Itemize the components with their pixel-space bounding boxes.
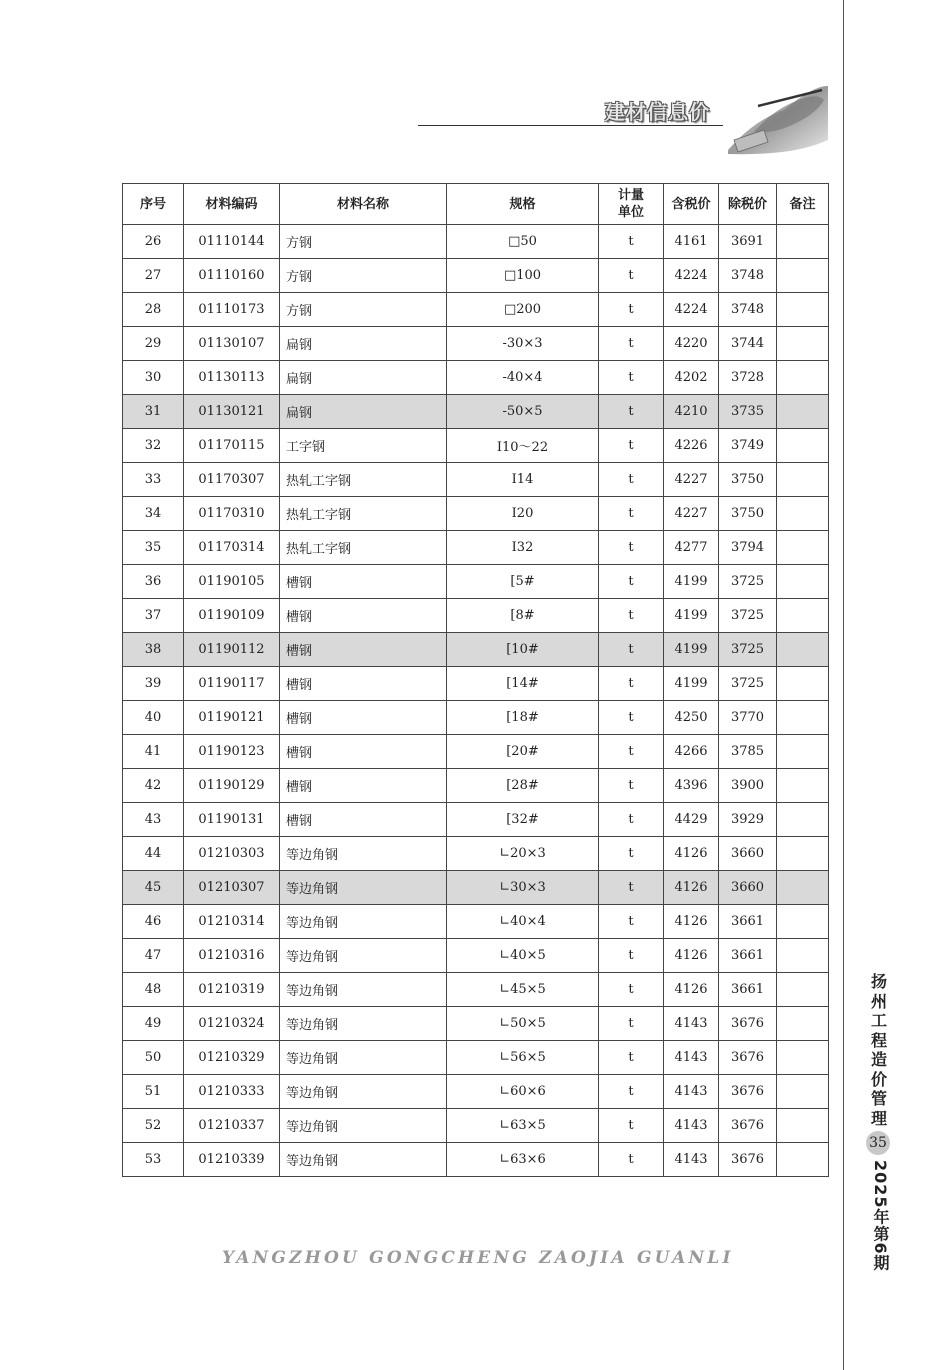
row-unit: t [599,905,664,939]
table-row [123,327,829,361]
row-spec: I20 [447,497,599,531]
header-col-tax-price: 含税价 [664,184,719,225]
row-code: 01130107 [184,327,280,361]
row-code: 01210303 [184,837,280,871]
row-notax-price: 3748 [719,293,777,327]
table-row [123,361,829,395]
row-notax-price: 3676 [719,1075,777,1109]
row-unit: t [599,225,664,259]
row-note [777,395,829,429]
table-row [123,803,829,837]
row-code: 01170307 [184,463,280,497]
row-spec: -50×5 [447,395,599,429]
row-seq: 46 [123,905,184,939]
row-seq: 34 [123,497,184,531]
row-spec: [14# [447,667,599,701]
row-note [777,259,829,293]
row-notax-price: 3929 [719,803,777,837]
table-row [123,293,829,327]
row-seq: 47 [123,939,184,973]
table-row [123,565,829,599]
row-notax-price: 3735 [719,395,777,429]
row-code: 01110144 [184,225,280,259]
row-spec: I10～22 [447,429,599,463]
row-unit: t [599,599,664,633]
table-row [123,429,829,463]
row-spec: [18# [447,701,599,735]
row-name: 等边角钢 [280,1143,447,1177]
row-note [777,497,829,531]
header-col-code: 材料编码 [184,184,280,225]
row-seq: 28 [123,293,184,327]
row-seq: 52 [123,1109,184,1143]
row-tax-price: 4199 [664,599,719,633]
row-spec: ∟63×5 [447,1109,599,1143]
row-seq: 53 [123,1143,184,1177]
row-notax-price: 3676 [719,1143,777,1177]
table-row [123,1143,829,1177]
table-row [123,769,829,803]
row-note [777,1007,829,1041]
row-unit: t [599,1007,664,1041]
row-code: 01190121 [184,701,280,735]
row-name: 等边角钢 [280,871,447,905]
row-note [777,293,829,327]
row-code: 01170115 [184,429,280,463]
row-name: 槽钢 [280,599,447,633]
row-name: 槽钢 [280,735,447,769]
row-note [777,327,829,361]
table-row [123,871,829,905]
row-code: 01170314 [184,531,280,565]
row-note [777,803,829,837]
row-note [777,735,829,769]
row-unit: t [599,429,664,463]
row-unit: t [599,1143,664,1177]
row-unit: t [599,769,664,803]
row-code: 01130121 [184,395,280,429]
table-header-row [123,184,829,225]
row-seq: 31 [123,395,184,429]
price-table [122,183,829,1177]
table-row [123,667,829,701]
section-title: 建材信息价 [605,100,710,124]
row-notax-price: 3660 [719,871,777,905]
table-row [123,633,829,667]
row-tax-price: 4429 [664,803,719,837]
row-name: 槽钢 [280,701,447,735]
row-tax-price: 4126 [664,837,719,871]
row-tax-price: 4126 [664,973,719,1007]
row-tax-price: 4143 [664,1041,719,1075]
row-unit: t [599,1041,664,1075]
row-unit: t [599,735,664,769]
row-notax-price: 3660 [719,837,777,871]
row-tax-price: 4143 [664,1143,719,1177]
row-spec: [8# [447,599,599,633]
row-seq: 30 [123,361,184,395]
row-name: 热轧工字钢 [280,463,447,497]
row-tax-price: 4126 [664,871,719,905]
row-notax-price: 3676 [719,1041,777,1075]
row-name: 等边角钢 [280,1007,447,1041]
row-name: 槽钢 [280,565,447,599]
row-tax-price: 4227 [664,463,719,497]
row-tax-price: 4126 [664,905,719,939]
row-spec: ∟45×5 [447,973,599,1007]
table-row [123,837,829,871]
row-code: 01190123 [184,735,280,769]
row-notax-price: 3744 [719,327,777,361]
table-row [123,599,829,633]
row-seq: 40 [123,701,184,735]
row-spec: ∟40×5 [447,939,599,973]
header-rule [418,125,723,126]
table-row [123,905,829,939]
row-seq: 43 [123,803,184,837]
row-unit: t [599,633,664,667]
row-name: 等边角钢 [280,905,447,939]
row-note [777,361,829,395]
row-unit: t [599,1109,664,1143]
row-tax-price: 4227 [664,497,719,531]
row-name: 槽钢 [280,633,447,667]
row-name: 等边角钢 [280,1041,447,1075]
row-code: 01210324 [184,1007,280,1041]
row-spec: ∟20×3 [447,837,599,871]
row-code: 01210319 [184,973,280,1007]
row-note [777,769,829,803]
row-unit: t [599,701,664,735]
row-seq: 51 [123,1075,184,1109]
row-notax-price: 3750 [719,463,777,497]
row-name: 等边角钢 [280,973,447,1007]
row-unit: t [599,667,664,701]
row-notax-price: 3785 [719,735,777,769]
row-spec: ∟30×3 [447,871,599,905]
row-code: 01190105 [184,565,280,599]
row-code: 01210337 [184,1109,280,1143]
row-note [777,939,829,973]
row-code: 01210333 [184,1075,280,1109]
row-note [777,225,829,259]
row-note [777,633,829,667]
row-name: 扁钢 [280,395,447,429]
row-notax-price: 3661 [719,905,777,939]
row-seq: 38 [123,633,184,667]
row-tax-price: 4199 [664,667,719,701]
row-seq: 44 [123,837,184,871]
row-code: 01210316 [184,939,280,973]
table-row [123,735,829,769]
row-name: 方钢 [280,259,447,293]
row-code: 01110173 [184,293,280,327]
hand-writing-illustration [724,80,830,156]
row-spec: I14 [447,463,599,497]
row-name: 等边角钢 [280,1075,447,1109]
row-name: 槽钢 [280,667,447,701]
row-tax-price: 4143 [664,1007,719,1041]
row-spec: [20# [447,735,599,769]
row-tax-price: 4226 [664,429,719,463]
row-spec: -40×4 [447,361,599,395]
row-unit: t [599,565,664,599]
row-note [777,1041,829,1075]
row-spec: ∟40×4 [447,905,599,939]
row-seq: 41 [123,735,184,769]
header-col-spec: 规格 [447,184,599,225]
footer-text: YANGZHOU GONGCHENG ZAOJIA GUANLI [222,1248,734,1268]
row-code: 01190129 [184,769,280,803]
row-spec: [28# [447,769,599,803]
row-tax-price: 4126 [664,939,719,973]
row-name: 等边角钢 [280,939,447,973]
row-tax-price: 4210 [664,395,719,429]
row-unit: t [599,463,664,497]
row-notax-price: 3770 [719,701,777,735]
row-unit: t [599,939,664,973]
row-note [777,871,829,905]
table-row [123,939,829,973]
table-row [123,395,829,429]
row-code: 01190109 [184,599,280,633]
row-notax-price: 3900 [719,769,777,803]
row-unit: t [599,497,664,531]
row-unit: t [599,837,664,871]
row-notax-price: 3661 [719,939,777,973]
row-notax-price: 3750 [719,497,777,531]
row-note [777,973,829,1007]
row-note [777,565,829,599]
row-seq: 50 [123,1041,184,1075]
row-notax-price: 3725 [719,599,777,633]
row-note [777,531,829,565]
row-seq: 45 [123,871,184,905]
row-note [777,1143,829,1177]
row-tax-price: 4224 [664,259,719,293]
row-name: 槽钢 [280,803,447,837]
row-name: 热轧工字钢 [280,497,447,531]
row-tax-price: 4161 [664,225,719,259]
row-spec: [32# [447,803,599,837]
row-spec: -30×3 [447,327,599,361]
row-seq: 36 [123,565,184,599]
row-seq: 42 [123,769,184,803]
row-spec: ∟50×5 [447,1007,599,1041]
header-col-unit: 计量单位 [599,184,664,225]
row-tax-price: 4199 [664,565,719,599]
row-note [777,429,829,463]
row-note [777,1075,829,1109]
row-unit: t [599,361,664,395]
row-code: 01190112 [184,633,280,667]
row-unit: t [599,395,664,429]
row-seq: 26 [123,225,184,259]
page-edge-rule [843,0,844,1370]
row-seq: 29 [123,327,184,361]
table-row [123,463,829,497]
row-seq: 32 [123,429,184,463]
row-name: 槽钢 [280,769,447,803]
table-row [123,497,829,531]
row-unit: t [599,327,664,361]
row-unit: t [599,1075,664,1109]
row-spec: □50 [447,225,599,259]
row-spec: [10# [447,633,599,667]
header-col-name: 材料名称 [280,184,447,225]
row-seq: 37 [123,599,184,633]
row-seq: 49 [123,1007,184,1041]
row-name: 方钢 [280,225,447,259]
row-unit: t [599,259,664,293]
row-name: 工字钢 [280,429,447,463]
row-unit: t [599,803,664,837]
row-seq: 27 [123,259,184,293]
row-notax-price: 3725 [719,667,777,701]
table-row [123,1075,829,1109]
row-unit: t [599,871,664,905]
row-note [777,667,829,701]
header-col-note: 备注 [777,184,829,225]
journal-name: 扬州工程造价管理 [870,972,887,1128]
row-unit: t [599,973,664,1007]
row-code: 01210314 [184,905,280,939]
row-code: 01210339 [184,1143,280,1177]
page-number-badge: 35 [866,1131,890,1155]
table-row [123,531,829,565]
table-row [123,1007,829,1041]
table-row [123,701,829,735]
row-tax-price: 4220 [664,327,719,361]
row-code: 01190131 [184,803,280,837]
issue-label: 2025年第6期 [871,1160,890,1272]
row-spec: I32 [447,531,599,565]
row-notax-price: 3725 [719,633,777,667]
row-tax-price: 4202 [664,361,719,395]
row-unit: t [599,531,664,565]
row-code: 01110160 [184,259,280,293]
table-row [123,225,829,259]
row-tax-price: 4143 [664,1075,719,1109]
table-row [123,1041,829,1075]
row-notax-price: 3661 [719,973,777,1007]
row-tax-price: 4277 [664,531,719,565]
row-unit: t [599,293,664,327]
row-note [777,905,829,939]
row-name: 扁钢 [280,361,447,395]
row-seq: 39 [123,667,184,701]
row-note [777,1109,829,1143]
row-tax-price: 4396 [664,769,719,803]
row-name: 方钢 [280,293,447,327]
row-spec: ∟60×6 [447,1075,599,1109]
row-notax-price: 3748 [719,259,777,293]
row-notax-price: 3728 [719,361,777,395]
row-tax-price: 4143 [664,1109,719,1143]
row-name: 等边角钢 [280,1109,447,1143]
row-note [777,463,829,497]
row-spec: ∟56×5 [447,1041,599,1075]
row-tax-price: 4224 [664,293,719,327]
table-body [123,225,829,1177]
row-notax-price: 3749 [719,429,777,463]
row-code: 01210307 [184,871,280,905]
row-seq: 48 [123,973,184,1007]
row-notax-price: 3725 [719,565,777,599]
table-row [123,1109,829,1143]
row-notax-price: 3691 [719,225,777,259]
row-spec: [5# [447,565,599,599]
row-notax-price: 3676 [719,1007,777,1041]
row-note [777,599,829,633]
row-tax-price: 4199 [664,633,719,667]
header-col-notax-price: 除税价 [719,184,777,225]
table-row [123,973,829,1007]
row-code: 01190117 [184,667,280,701]
row-note [777,701,829,735]
row-spec: □100 [447,259,599,293]
row-tax-price: 4250 [664,701,719,735]
row-notax-price: 3794 [719,531,777,565]
table-row [123,259,829,293]
row-code: 01170310 [184,497,280,531]
row-notax-price: 3676 [719,1109,777,1143]
row-spec: ∟63×6 [447,1143,599,1177]
row-seq: 35 [123,531,184,565]
row-name: 热轧工字钢 [280,531,447,565]
row-tax-price: 4266 [664,735,719,769]
row-spec: □200 [447,293,599,327]
row-name: 扁钢 [280,327,447,361]
row-code: 01130113 [184,361,280,395]
row-note [777,837,829,871]
row-name: 等边角钢 [280,837,447,871]
row-seq: 33 [123,463,184,497]
row-code: 01210329 [184,1041,280,1075]
header-col-seq: 序号 [123,184,184,225]
